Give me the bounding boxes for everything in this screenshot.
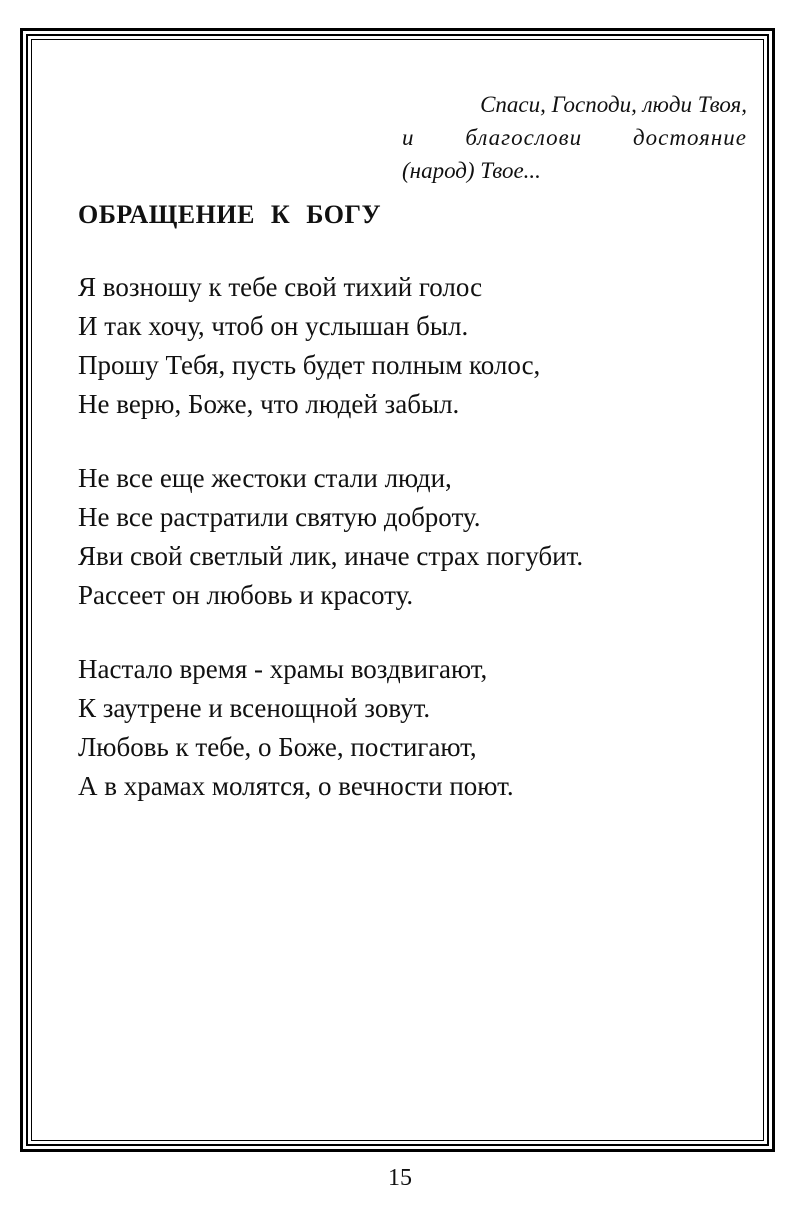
- epigraph-line: и благослови достояние: [402, 125, 747, 150]
- epigraph: [402, 88, 747, 187]
- verse-line: Прошу Тебя, пусть будет полным колос,: [78, 350, 541, 380]
- stanza-1: [78, 268, 738, 424]
- epigraph-line: Спаси, Господи, люди Твоя,: [480, 92, 747, 117]
- stanza-3: [78, 650, 738, 806]
- poem-body: [78, 268, 738, 841]
- stanza-2: [78, 459, 738, 615]
- verse-line: Рассеет он любовь и красоту.: [78, 580, 414, 610]
- epigraph-line: (народ) Твое...: [402, 158, 541, 183]
- verse-line: Любовь к тебе, о Боже, постигают,: [78, 732, 477, 762]
- verse-line: И так хочу, чтоб он услышан был.: [78, 311, 469, 341]
- verse-line: Не верю, Боже, что людей забыл.: [78, 389, 460, 419]
- page-number: 15: [388, 1165, 412, 1191]
- verse-line: Не все растратили святую доброту.: [78, 502, 481, 532]
- verse-line: Я возношу к тебе свой тихий голос: [78, 272, 483, 302]
- verse-line: Яви свой светлый лик, иначе страх погубит.: [78, 541, 584, 571]
- verse-line: Настало время - храмы воздвигают,: [78, 654, 488, 684]
- verse-line: К заутрене и всенощной зовут.: [78, 693, 431, 723]
- verse-line: А в храмах молятся, о вечности поют.: [78, 771, 514, 801]
- verse-line: Не все еще жестоки стали люди,: [78, 463, 452, 493]
- poem-title: ОБРАЩЕНИЕ К БОГУ: [78, 200, 382, 229]
